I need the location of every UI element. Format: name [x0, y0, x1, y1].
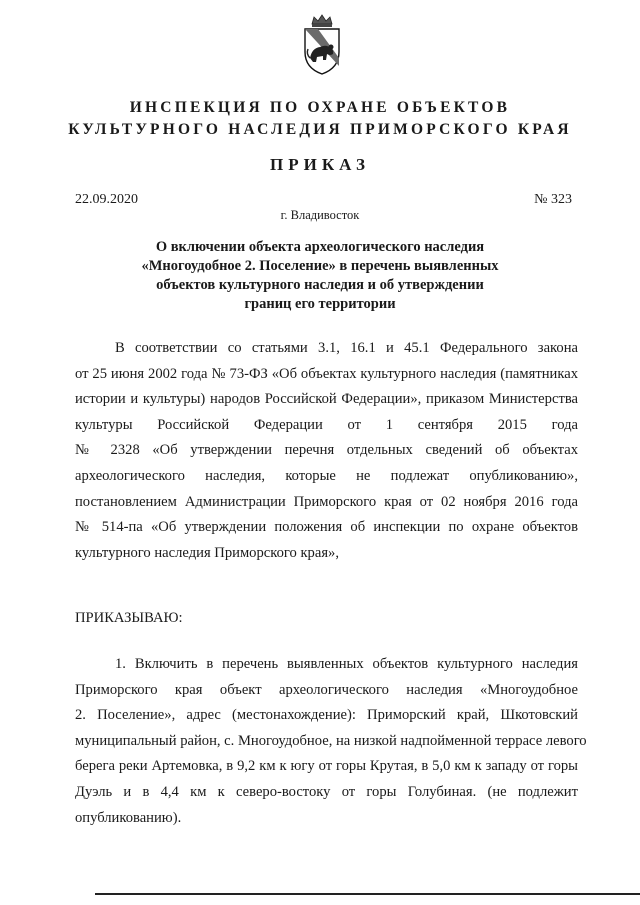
text-line: 1. Включить в перечень выявленных объектов культурного наследия [115, 656, 578, 672]
text-line: культуры Российской Федерации от 1 сентября 2015 года [75, 416, 578, 433]
text-line: № 514-па «Об утверждении положения об инспекции по охране объектов [75, 519, 578, 536]
text-line: культурного наследия Приморского края», [75, 544, 339, 561]
text-line: муниципальный район, с. Многоудобное, на низкой надпойменной террасе левого [75, 732, 587, 749]
order-directive: ПРИКАЗЫВАЮ: [75, 610, 183, 626]
page-bottom-divider [95, 893, 640, 895]
primorsky-krai-coat-of-arms-icon [300, 14, 344, 76]
subject-line: объектов культурного наследия и об утверждении [156, 277, 484, 293]
text-line: 2. Поселение», адрес (местонахождение): Приморский край, Шкотовский [75, 707, 578, 724]
document-number: № 323 [534, 192, 572, 207]
text-line: № 2328 «Об утверждении перечня отдельных сведений об объектах [75, 442, 578, 459]
text-line: В соответствии со статьями 3.1, 16.1 и 45.1 Федерального закона [115, 340, 578, 356]
text-line: от 25 июня 2002 года № 73-ФЗ «Об объектах культурного наследия (памятниках [75, 365, 578, 382]
text-line: истории и культуры) народов Российской Федерации», приказом Министерства [75, 391, 578, 408]
text-line: археологического наследия, которые не подлежат опубликованию», [75, 467, 578, 484]
text-line: постановлением Администрации Приморского края от 02 ноября 2016 года [75, 493, 578, 510]
text-line: Дуэль и в 4,4 км к северо-востоку от горы Голубиная. (не подлежит [75, 783, 578, 800]
document-city: г. Владивосток [280, 208, 360, 222]
text-line: Приморского края объект археологического наследия «Многоудобное [75, 681, 578, 698]
subject-line: О включении объекта археологического наследия [155, 239, 485, 255]
document-type-title: ПРИКАЗ [270, 155, 370, 174]
subject-line: границ его территории [244, 296, 396, 312]
subject-line: «Многоудобное 2. Поселение» в перечень выявленных [141, 258, 499, 274]
preamble-paragraph [75, 336, 578, 566]
text-line: берега реки Артемовка, в 9,2 км к югу от горы Крутая, в 5,0 км к западу от горы [75, 758, 578, 775]
item-1-paragraph [75, 652, 587, 831]
document-date: 22.09.2020 [75, 192, 138, 207]
organization-name-line2: КУЛЬТУРНОГО НАСЛЕДИЯ ПРИМОРСКОГО КРАЯ [68, 121, 572, 138]
document-subject [0, 238, 640, 314]
organization-name-line1: ИНСПЕКЦИЯ ПО ОХРАНЕ ОБЪЕКТОВ [129, 99, 511, 116]
text-line: опубликованию). [75, 809, 182, 826]
